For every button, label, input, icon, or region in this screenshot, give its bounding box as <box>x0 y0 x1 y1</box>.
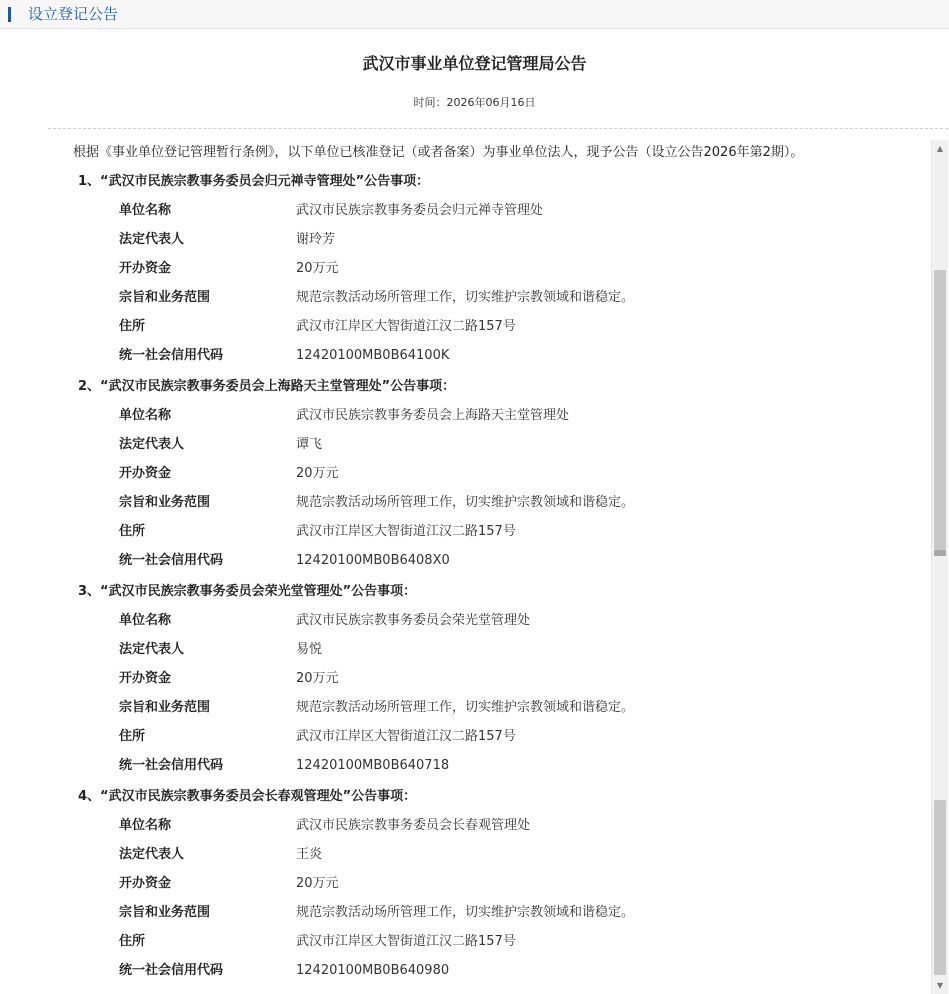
field-label-code: 统一社会信用代码 <box>119 553 224 568</box>
field-value-address: 武汉市江岸区大智街道江汉二路157号 <box>296 729 516 744</box>
section-header-label[interactable]: 设立登记公告 <box>28 5 119 23</box>
field-value-scope: 规范宗教活动场所管理工作，切实维护宗教领域和谐稳定。 <box>296 905 635 920</box>
section-heading: 3、“武汉市民族宗教事务委员会荣光堂管理处”公告事项： <box>78 584 417 599</box>
field-value-capital: 20万元 <box>296 466 339 481</box>
scroll-thumb-grip[interactable] <box>934 550 946 556</box>
field-value-rep: 王炎 <box>296 847 323 862</box>
field-value-code: 12420100MB0B640980 <box>296 963 450 978</box>
field-label-name: 单位名称 <box>119 408 172 423</box>
field-value-name: 武汉市民族宗教事务委员会上海路天主堂管理处 <box>296 408 570 423</box>
field-value-scope: 规范宗教活动场所管理工作，切实维护宗教领域和谐稳定。 <box>296 700 635 715</box>
field-value-address: 武汉市江岸区大智街道江汉二路157号 <box>296 934 516 949</box>
notice-intro: 根据《事业单位登记管理暂行条例》，以下单位已核准登记（或者备案）为事业单位法人，现予公告（设立公告2026年第2期）。 <box>73 145 804 160</box>
field-value-address: 武汉市江岸区大智街道江汉二路157号 <box>296 524 516 539</box>
field-value-name: 武汉市民族宗教事务委员会归元禅寺管理处 <box>296 203 544 218</box>
field-label-scope: 宗旨和业务范围 <box>119 700 211 715</box>
section-header-bar <box>0 0 949 29</box>
field-label-scope: 宗旨和业务范围 <box>119 905 211 920</box>
field-label-name: 单位名称 <box>119 818 172 833</box>
notice-title: 武汉市事业单位登记管理局公告 <box>362 54 587 73</box>
field-label-capital: 开办资金 <box>119 261 172 276</box>
field-label-address: 住所 <box>119 729 146 744</box>
field-label-rep: 法定代表人 <box>119 847 185 862</box>
field-value-name: 武汉市民族宗教事务委员会荣光堂管理处 <box>296 613 531 628</box>
section-heading: 2、“武汉市民族宗教事务委员会上海路天主堂管理处”公告事项： <box>78 379 456 394</box>
field-value-scope: 规范宗教活动场所管理工作，切实维护宗教领域和谐稳定。 <box>296 290 635 305</box>
field-value-code: 12420100MB0B64100K <box>296 348 450 363</box>
field-value-capital: 20万元 <box>296 671 339 686</box>
field-value-scope: 规范宗教活动场所管理工作，切实维护宗教领域和谐稳定。 <box>296 495 635 510</box>
scroll-thumb[interactable] <box>934 270 946 550</box>
scroll-thumb-lower[interactable] <box>934 800 946 975</box>
field-label-code: 统一社会信用代码 <box>119 758 224 773</box>
field-label-scope: 宗旨和业务范围 <box>119 290 211 305</box>
field-value-rep: 易悦 <box>296 642 323 657</box>
field-label-capital: 开办资金 <box>119 466 172 481</box>
field-label-code: 统一社会信用代码 <box>119 348 224 363</box>
field-value-name: 武汉市民族宗教事务委员会长春观管理处 <box>296 818 531 833</box>
field-value-capital: 20万元 <box>296 261 339 276</box>
field-label-code: 统一社会信用代码 <box>119 963 224 978</box>
field-label-rep: 法定代表人 <box>119 437 185 452</box>
section-heading: 4、“武汉市民族宗教事务委员会长春观管理处”公告事项： <box>78 789 417 804</box>
section-heading: 1、“武汉市民族宗教事务委员会归元禅寺管理处”公告事项： <box>78 174 430 189</box>
field-label-address: 住所 <box>119 524 146 539</box>
field-label-address: 住所 <box>119 934 146 949</box>
field-label-name: 单位名称 <box>119 203 172 218</box>
scroll-up-icon[interactable]: ▲ <box>936 144 944 153</box>
field-value-rep: 谭飞 <box>296 437 323 452</box>
field-label-capital: 开办资金 <box>119 876 172 891</box>
field-value-rep: 谢玲芳 <box>296 232 336 247</box>
field-label-rep: 法定代表人 <box>119 232 185 247</box>
scroll-down-icon[interactable]: ▼ <box>936 981 944 990</box>
field-label-address: 住所 <box>119 319 146 334</box>
field-label-name: 单位名称 <box>119 613 172 628</box>
vertical-scrollbar[interactable] <box>931 140 948 994</box>
field-value-code: 12420100MB0B6408X0 <box>296 553 450 568</box>
field-label-rep: 法定代表人 <box>119 642 185 657</box>
dashed-divider <box>48 128 948 129</box>
field-label-capital: 开办资金 <box>119 671 172 686</box>
notice-time: 时间：2026年06月16日 <box>413 96 536 109</box>
field-value-code: 12420100MB0B640718 <box>296 758 450 773</box>
field-label-scope: 宗旨和业务范围 <box>119 495 211 510</box>
field-value-address: 武汉市江岸区大智街道江汉二路157号 <box>296 319 516 334</box>
header-marker <box>8 7 11 22</box>
field-value-capital: 20万元 <box>296 876 339 891</box>
